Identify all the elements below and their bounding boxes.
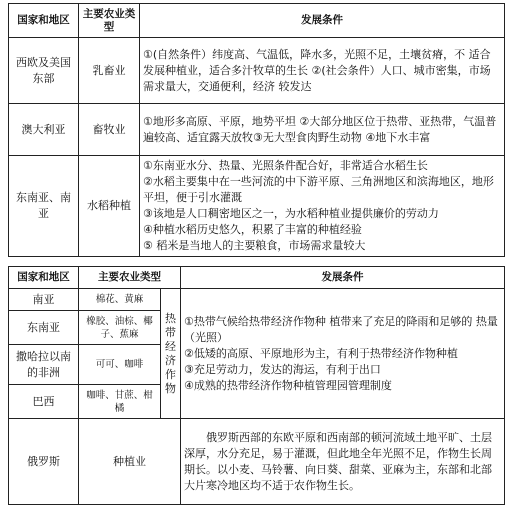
table-row bbox=[9, 289, 505, 311]
condition-item: ⑤ 稻米是当地人的主要粮食，市场需求量较大 bbox=[143, 239, 366, 252]
region-cell: 南亚 bbox=[9, 289, 79, 311]
region-cell: 撒哈拉以南的非洲 bbox=[9, 345, 79, 385]
region-cell: 俄罗斯 bbox=[9, 419, 79, 505]
table-row bbox=[9, 156, 505, 257]
condition-item: ②低矮的高原、平原地形为主，有利于热带经济作物种植 bbox=[184, 346, 458, 360]
condition-item: ④种植水稻历史悠久，积累了丰富的种植经验 bbox=[143, 223, 362, 236]
crops-cell: 咖啡、甘蔗、柑橘 bbox=[79, 385, 161, 419]
table-row bbox=[9, 38, 505, 104]
condition-item: ③充足劳动力，发达的海运，有利于出口 bbox=[184, 362, 381, 376]
header-conditions: 发展条件 bbox=[140, 4, 505, 38]
header-region: 国家和地区 bbox=[9, 4, 79, 38]
agriculture-table-1 bbox=[8, 3, 505, 257]
conditions-cell: 俄罗斯西部的东欧平原和西南部的顿河流域土地平旷、土层深厚，水分充足，易于灌溉，但此地全年光照不足，作物生长周期长。以小麦、马铃薯、向日葵、甜菜、亚麻为主，东部和北部大片寒冷地区均不适于农作物生长。 bbox=[181, 419, 505, 505]
condition-item: ②水稻主要集中在一些河流的中下游平原、三角洲地区和滨海地区，地形平坦，便于引水灌溉 bbox=[143, 175, 494, 204]
condition-item: ④成熟的热带经济作物种植管理园管理制度 bbox=[184, 378, 392, 392]
region-cell: 巴西 bbox=[9, 385, 79, 419]
table-row bbox=[9, 419, 505, 505]
table-header-row bbox=[9, 4, 505, 38]
crops-cell: 可可、咖啡 bbox=[79, 345, 161, 385]
tropical-conditions-cell bbox=[181, 289, 505, 419]
agriculture-table-2 bbox=[8, 266, 505, 505]
header-conditions: 发展条件 bbox=[181, 267, 505, 289]
table-row bbox=[9, 104, 505, 156]
type-cell: 乳畜业 bbox=[79, 38, 140, 104]
type-cell: 种植业 bbox=[79, 419, 181, 505]
conditions-cell: ①地形多高原、平原，地势平坦 ②大部分地区位于热带、亚热带，气温普遍较高、适宜露天放牧③无大型食肉野生动物 ④地下水丰富 bbox=[140, 104, 505, 156]
type-cell: 水稻种植 bbox=[79, 156, 140, 257]
condition-item: ①东南亚水分、热量、光照条件配合好，非常适合水稻生长 bbox=[143, 159, 428, 172]
region-cell: 澳大利亚 bbox=[9, 104, 79, 156]
crops-cell: 橡胶、油棕、椰子、蕉麻 bbox=[79, 311, 161, 345]
table-header-row bbox=[9, 267, 505, 289]
crops-cell: 棉花、黄麻 bbox=[79, 289, 161, 311]
region-cell: 东南亚 bbox=[9, 311, 79, 345]
region-cell: 西欧及美国东部 bbox=[9, 38, 79, 104]
conditions-cell: ①(自然条件）纬度高、气温低，降水多，光照不足，土壤贫瘠，不 适合发展种植业，适合多汁牧草的生长 ②(社会条件）人口、城市密集，市场需求量大，交通便利，经济 较发达 bbox=[140, 38, 505, 104]
header-type: 主要农业类型 bbox=[79, 4, 140, 38]
region-cell: 东南亚、南亚 bbox=[9, 156, 79, 257]
header-region: 国家和地区 bbox=[9, 267, 79, 289]
merged-type-cell: 热带经济作物 bbox=[161, 289, 181, 419]
condition-item: ①热带气候给热带经济作物种 植带来了充足的降雨和足够的 热量（光照） bbox=[184, 314, 498, 344]
header-type: 主要农业类型 bbox=[79, 267, 181, 289]
conditions-cell bbox=[140, 156, 505, 257]
condition-item: ③该地是人口稠密地区之一，为水稻种植业提供廉价的劳动力 bbox=[143, 207, 439, 220]
type-cell: 畜牧业 bbox=[79, 104, 140, 156]
